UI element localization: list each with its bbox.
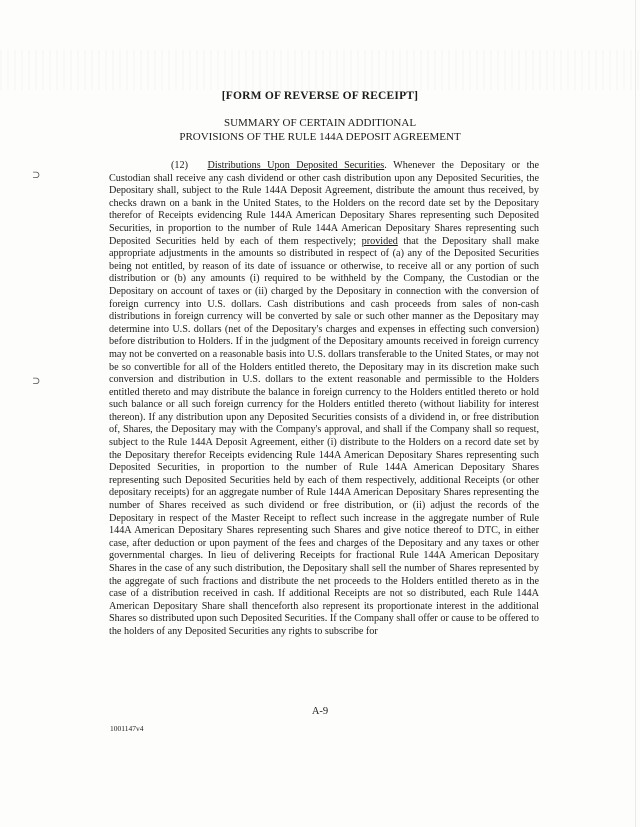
scan-artifact [0, 50, 640, 90]
document-id: 1001147v4 [110, 724, 144, 733]
subtitle [0, 116, 640, 144]
paragraph-heading: Distributions Upon Deposited Securities [207, 160, 385, 171]
paragraph-text-part2: that the Depositary shall make appropriate adjustments in the amounts so distributed in respect of (a) any of the Deposited Securities being not entitled, by reason of its date of issuance or otherwise, to receive all or any portion of such distribution or (b) any amounts (i) required to be withheld by the Company, the Custodian or the Depositary on account of taxes or (ii) charged by the Depositary in connection with the conversion of foreign currency into U.S. dollars. Cash distributions and cash proceeds from sales of non-cash distributions in foreign currency will be converted by sale or such other manner as the Depositary may determine into U.S. dollars (net of the Depositary's charges and expenses in effecting such conversion) before distribution to Holders. If in the judgment of the Depositary amounts received in foreign currency may not be converted on a reasonable basis into U.S. dollars transferable to the United States, or may not be so convertible for all of the Holders entitled thereto, the Depositary may in its discretion make such conversion and distribution in U.S. dollars to the extent reasonable and permissible to the Holders entitled thereto and may distribute the balance in foreign currency to the Holders entitled thereto or hold such balance or all such foreign currency for the Holders entitled thereto (without liability for interest thereon). If any distribution upon any Deposited Securities consists of a dividend in, or free distribution of, Shares, the Depositary may with the Company's approval, and shall if the Company shall so request, subject to the Rule 144A Deposit Agreement, either (i) distribute to the Holders on a record date set by the Depositary therefor Receipts evidencing Rule 144A American Depositary Shares representing such Deposited Securities, in proportion to the number of Rule 144A American Depositary Shares representing such Deposited Securities held by each of them respectively, additional Receipts (or other depositary receipts) for an aggregate number of Rule 144A American Depositary Shares representing the number of Shares received as such dividend or free distribution, or (ii) adjust the records of the Depositary in respect of the Master Receipt to reflect such increase in the aggregate number of Rule 144A American Depositary Shares representing such Shares and give notice thereof to DTC, in either case, after deduction or upon payment of the fees and charges of the Depositary and any taxes or other governmental charges. In lieu of delivering Receipts for fractional Rule 144A American Depositary Shares in the case of any such distribution, the Depositary shall sell the number of Shares represented by the aggregate of such fractions and distribute the net proceeds to the Holders entitled thereto as in the case of a distribution received in cash. If additional Receipts are not so distributed, each Rule 144A American Depositary Share shall thenceforth also represent its proportionate interest in the additional Shares so distributed upon such Deposited Securities. If the Company shall offer or cause to be offered to the holders of any Deposited Securities any rights to subscribe for [109, 235, 539, 637]
provided-term: provided [361, 235, 398, 247]
page-number: A-9 [311, 706, 329, 717]
header-title: [FORM OF REVERSE OF RECEIPT] [221, 90, 419, 102]
paragraph-text-part1: . Whenever the Depositary or the Custodian shall receive any cash dividend or other cash distribution upon any Deposited Securities, the Depositary shall, subject to the Rule 144A Deposit Agreement, distribute the amount thus received, by checks drawn on a bank in the United States, to the Holders on the record date set by the Depositary therefor of Receipts evidencing Rule 144A American Depositary Shares representing such Deposited Securities, in proportion to the number of Rule 144A American Depositary Shares representing such Deposited Securities held by each of them respectively; [109, 160, 540, 247]
hole-punch-mark: ⊃ [32, 170, 41, 181]
hole-punch-mark: ⊃ [32, 376, 41, 387]
paragraph-number: (12) [171, 160, 188, 171]
subtitle-line-1: SUMMARY OF CERTAIN ADDITIONAL [223, 117, 417, 129]
subtitle-line-2: PROVISIONS OF THE RULE 144A DEPOSIT AGREEMENT [179, 131, 461, 143]
body-paragraph [109, 160, 539, 639]
